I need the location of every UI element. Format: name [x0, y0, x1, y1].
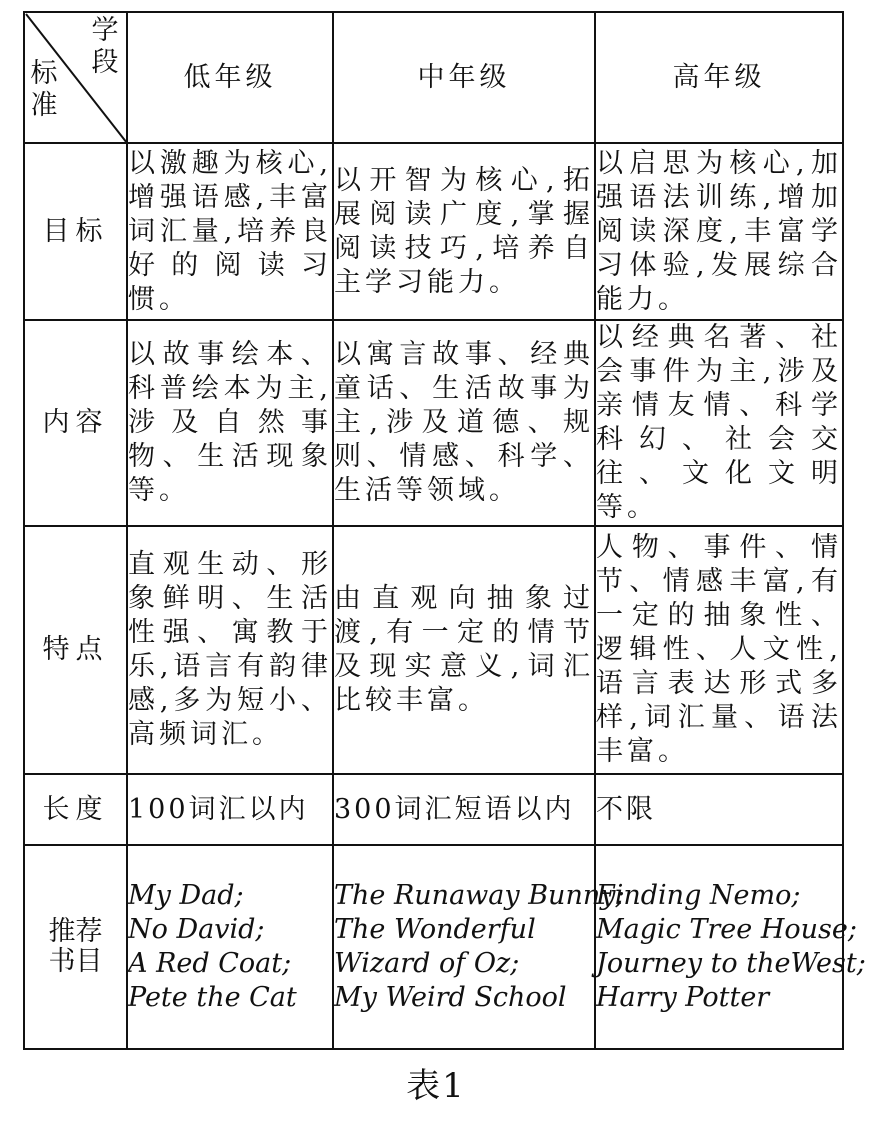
table-row-features [24, 526, 843, 774]
book-title: My Dad; [128, 880, 244, 911]
features-mid-cell: 由直观向抽象过渡,有一定的情节及现实意义,词汇比较丰富。 [333, 526, 595, 774]
content-high-cell: 以经典名著、社会事件为主,涉及亲情友情、科学科幻、社会交往、文化文明等。 [595, 320, 843, 526]
book-title: Finding Nemo; [596, 880, 801, 911]
row-label-length: 长度 [24, 774, 127, 845]
goal-low-cell: 以激趣为核心,增强语感,丰富词汇量,培养良好的阅读习惯。 [127, 143, 333, 320]
header-row [24, 12, 843, 143]
book-title: The Runaway Bunny; [334, 880, 625, 911]
features-high-cell: 人物、事件、情节、情感丰富,有一定的抽象性、逻辑性、人文性,语言表达形式多样,词汇量、语法丰富。 [595, 526, 843, 774]
length-high-cell: 不限 [595, 774, 843, 845]
book-title: No David; [128, 914, 265, 945]
book-title: Harry Potter [596, 982, 770, 1013]
book-title: Magic Tree House; [596, 914, 857, 945]
content-low-cell: 以故事绘本、科普绘本为主,涉及自然事物、生活现象等。 [127, 320, 333, 526]
header-mid-grade: 中年级 [333, 12, 595, 143]
standards-table [23, 11, 866, 1050]
books-low-cell [127, 845, 333, 1049]
goal-mid-cell: 以开智为核心,拓展阅读广度,掌握阅读技巧,培养自主学习能力。 [333, 143, 595, 320]
book-title: The Wonderful [334, 914, 536, 945]
table-caption: 表1 [406, 1066, 466, 1106]
corner-label-grade: 学 段 [91, 15, 119, 78]
goal-high-cell: 以启思为核心,加强语法训练,增加阅读深度,丰富学习体验,发展综合能力。 [595, 143, 843, 320]
books-mid-cell [333, 845, 625, 1049]
table-row-length [24, 774, 843, 845]
length-mid-cell: 300词汇短语以内 [333, 774, 595, 845]
book-title: Pete the Cat [128, 982, 297, 1013]
table-row-goal [24, 143, 843, 320]
table-row-books [24, 845, 843, 1049]
book-title: Wizard of Oz; [334, 948, 520, 979]
row-label-books: 推荐 书目 [24, 845, 127, 1049]
corner-header-cell [24, 12, 127, 143]
row-label-features: 特点 [24, 526, 127, 774]
row-label-goal: 目标 [24, 143, 127, 320]
corner-label-standard: 标 准 [30, 58, 58, 121]
book-title: My Weird School [334, 982, 567, 1013]
book-title: A Red Coat; [128, 948, 292, 979]
books-high-cell [595, 845, 866, 1049]
row-label-content: 内容 [24, 320, 127, 526]
book-title: Journey to theWest; [596, 948, 866, 979]
header-low-grade: 低年级 [127, 12, 333, 143]
content-mid-cell: 以寓言故事、经典童话、生活故事为主,涉及道德、规则、情感、科学、生活等领域。 [333, 320, 595, 526]
table-row-content [24, 320, 843, 526]
features-low-cell: 直观生动、形象鲜明、生活性强、寓教于乐,语言有韵律感,多为短小、高频词汇。 [127, 526, 333, 774]
length-low-cell: 100词汇以内 [127, 774, 333, 845]
header-high-grade: 高年级 [595, 12, 843, 143]
